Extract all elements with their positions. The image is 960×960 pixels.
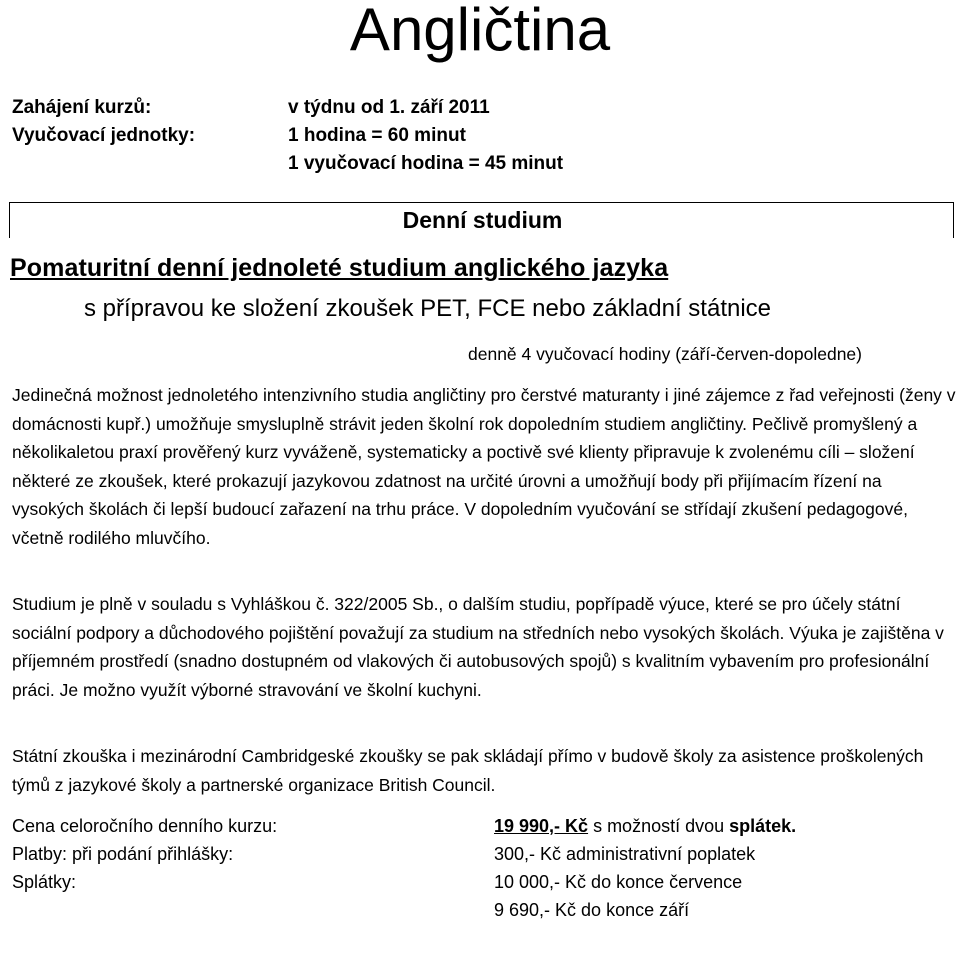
paragraph-exams: Státní zkouška i mezinárodní Cambridgeské zkoušky se pak skládají přímo v budově školy za asistence proškolených týmů z jazykové školy a partnerské organizace British Council. xyxy=(12,746,924,795)
installments-label: Splátky: xyxy=(12,872,77,892)
teaching-units-value-2: 1 vyučovací hodina = 45 minut xyxy=(288,153,564,174)
section-header-box xyxy=(9,202,954,238)
fee-label: Platby: při podání přihlášky: xyxy=(12,844,234,864)
program-subtitle: s přípravou ke složení zkoušek PET, FCE nebo základní státnice xyxy=(84,295,772,322)
schedule-note: denně 4 vyučovací hodiny (září-červen-dopoledne) xyxy=(468,344,862,364)
installment-2: 9 690,- Kč do konce září xyxy=(494,900,690,920)
teaching-units-label: Vyučovací jednotky: xyxy=(12,125,196,146)
course-start-value: v týdnu od 1. září 2011 xyxy=(288,97,490,118)
price-value xyxy=(494,816,796,837)
course-start-row xyxy=(12,97,490,119)
price-label: Cena celoročního denního kurzu: xyxy=(12,816,278,836)
program-title: Pomaturitní denní jednoleté studium anglického jazyka xyxy=(10,254,669,282)
teaching-units-row-2 xyxy=(12,153,563,175)
price-middle-text: s možností dvou xyxy=(588,816,730,836)
paragraph-intro: Jedinečná možnost jednoletého intenzivního studia angličtiny pro čerstvé maturanty i jiné zájemce z řad veřejnosti (ženy v domácnosti kupř.) umožňuje smysluplně strávit jeden školní rok dopoledním studiem angličtiny. Pečlivě promyšlený a několikaletou praxí prověřený kurz vyváženě, systematicky a poctivě své klienty připravuje k zvolenému cíli – složení některé ze zkoušek, které prokazují jazykovou zdatnost na určité úrovni a umožňují body při přijímacím řízení na vysokých školách či lepší budoucí zařazení na trhu práce. V dopoledním vyučování se střídají zkušení pedagogové, včetně rodilého mluvčího. xyxy=(12,385,956,548)
installment-1: 10 000,- Kč do konce července xyxy=(494,872,743,892)
page-title: Angličtina xyxy=(349,0,611,63)
section-title: Denní studium xyxy=(402,207,563,233)
teaching-units-row xyxy=(12,125,466,147)
fee-value: 300,- Kč administrativní poplatek xyxy=(494,844,756,864)
price-installments-word: splátek. xyxy=(729,816,797,836)
paragraph-legal: Studium je plně v souladu s Vyhláškou č. 322/2005 Sb., o dalším studiu, popřípadě výuce, které se pro účely státní sociální podpory a důchodového pojištění považují za studium na středních nebo vysokých školách. Výuka je zajištěna v příjemném prostředí (snadno dostupném od vlakových či autobusových spojů) s kvalitním vybavením pro profesionální práci. Je možno využít výborné stravování ve školní kuchyni. xyxy=(12,594,944,700)
price-amount: 19 990,- Kč xyxy=(494,816,589,836)
teaching-units-value-1: 1 hodina = 60 minut xyxy=(288,125,466,146)
course-start-label: Zahájení kurzů: xyxy=(12,97,152,118)
